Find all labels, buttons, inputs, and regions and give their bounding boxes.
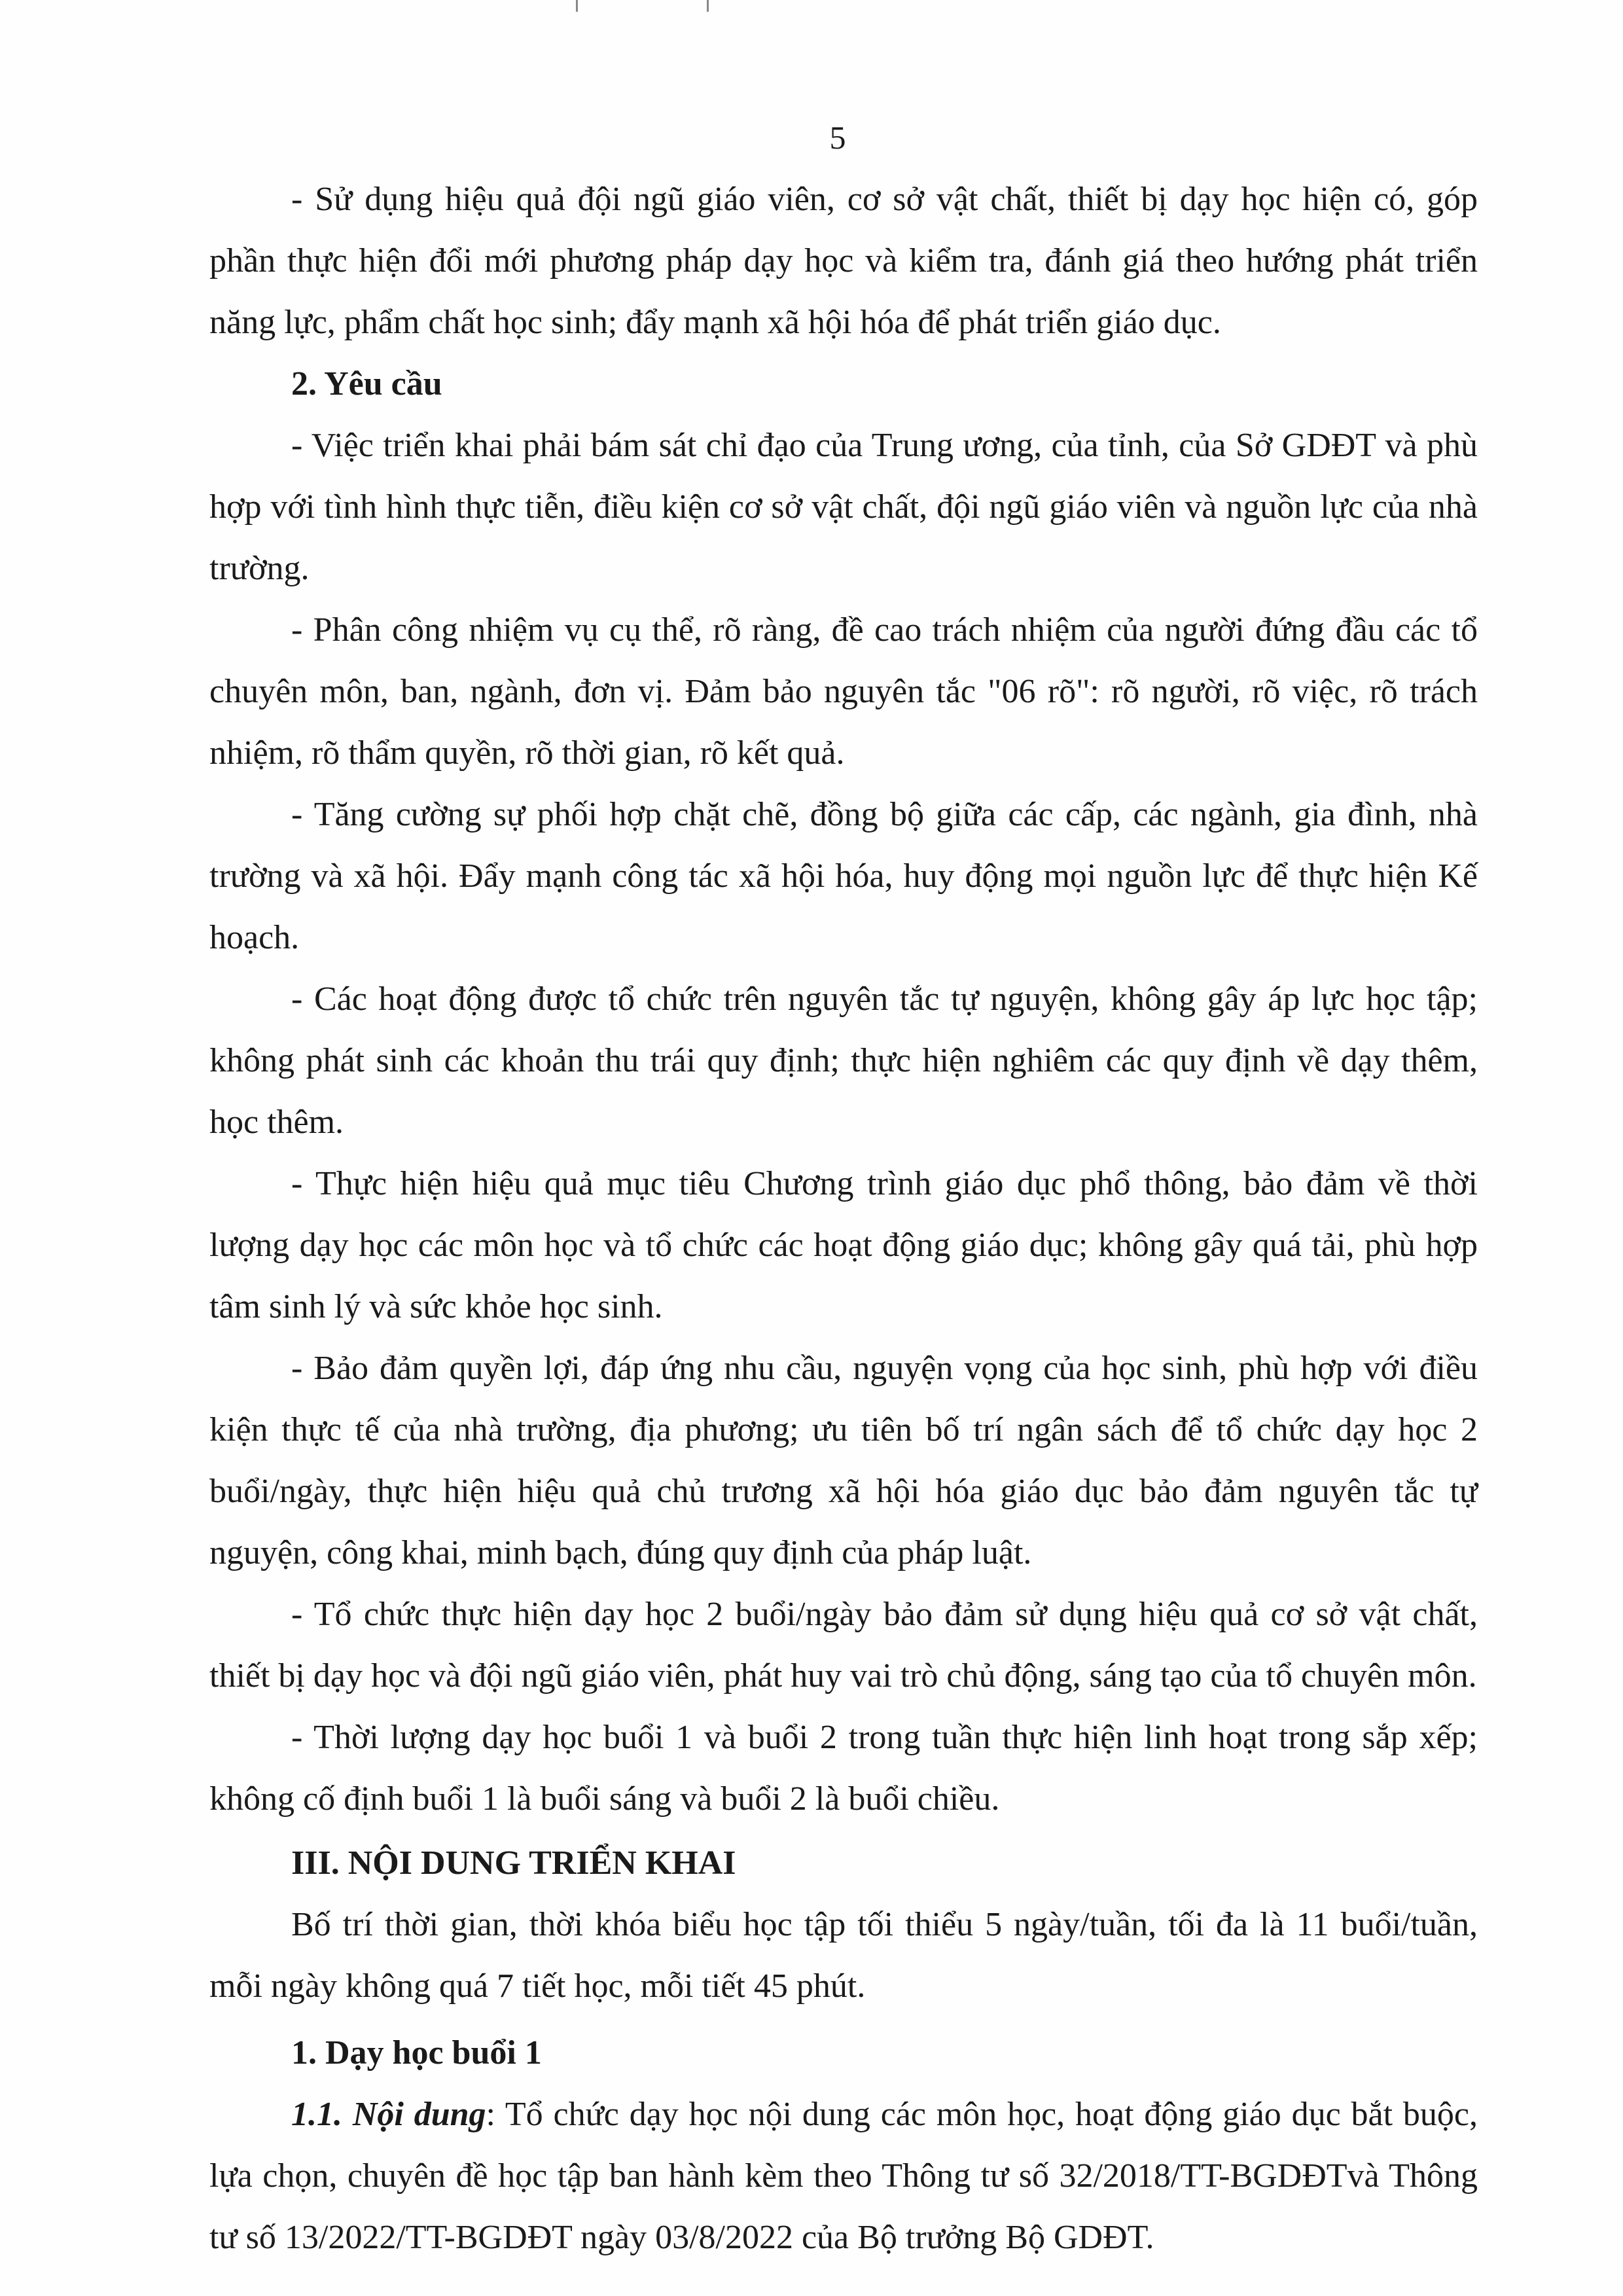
requirement-item: - Tăng cường sự phối hợp chặt chẽ, đồng bộ giữa các cấp, các ngành, gia đình, nhà trường và xã hội. Đẩy mạnh công tác xã hội hóa, huy động mọi nguồn lực để thực hiện Kế hoạch. [209, 796, 1478, 956]
requirement-item: - Các hoạt động được tổ chức trên nguyên tắc tự nguyện, không gây áp lực học tập; không phát sinh các khoản thu trái quy định; thực hiện nghiêm các quy định về dạy thêm, học thêm. [209, 980, 1478, 1141]
content-label: 1.1. Nội dung [291, 2096, 486, 2133]
requirement-item: - Việc triển khai phải bám sát chỉ đạo của Trung ương, của tỉnh, của Sở GDĐT và phù hợp với tình hình thực tiễn, điều kiện cơ sở vật chất, đội ngũ giáo viên và nguồn lực của nhà trường. [209, 427, 1478, 587]
section-heading-requirements: 2. Yêu cầu [291, 365, 442, 403]
subsection-content-paragraph [209, 2084, 1478, 2269]
requirement-item: - Phân công nhiệm vụ cụ thể, rõ ràng, đề cao trách nhiệm của người đứng đầu các tổ chuyên môn, ban, ngành, đơn vị. Đảm bảo nguyên tắc "06 rõ": rõ người, rõ việc, rõ trách nhiệm, rõ thẩm quyền, rõ thời gian, rõ kết quả. [209, 611, 1478, 772]
requirement-item: - Tổ chức thực hiện dạy học 2 buổi/ngày bảo đảm sử dụng hiệu quả cơ sở vật chất, thiết bị dạy học và đội ngũ giáo viên, phát huy vai trò chủ động, sáng tạo của tổ chuyên môn. [209, 1596, 1478, 1695]
section-heading-implementation: III. NỘI DUNG TRIỂN KHAI [291, 1844, 736, 1882]
page-number: 5 [829, 119, 846, 156]
scan-edge-marks [0, 0, 1623, 26]
content-text: : Tổ chức dạy học nội dung các môn học, hoạt động giáo dục bắt buộc, lựa chọn, chuyên đề học tập ban hành kèm theo Thông tư số 32/2018/TT-BGDĐTvà Thông tư số 13/2022/TT-BGDĐT ngày 03/8/2022 của Bộ trưởng Bộ GDĐT. [209, 2096, 1478, 2256]
scan-tick-mark [707, 0, 709, 12]
implementation-intro: Bố trí thời gian, thời khóa biểu học tập tối thiểu 5 ngày/tuần, tối đa là 11 buổi/tuần, mỗi ngày không quá 7 tiết học, mỗi tiết 45 phút. [209, 1906, 1478, 2005]
scan-tick-mark [576, 0, 578, 12]
subsection-heading-session-1: 1. Dạy học buổi 1 [291, 2034, 542, 2072]
paragraph: - Sử dụng hiệu quả đội ngũ giáo viên, cơ sở vật chất, thiết bị dạy học hiện có, góp phần thực hiện đổi mới phương pháp dạy học và kiểm tra, đánh giá theo hướng phát triển năng lực, phẩm chất học sinh; đẩy mạnh xã hội hóa để phát triển giáo dục. [209, 181, 1478, 341]
requirement-item: - Bảo đảm quyền lợi, đáp ứng nhu cầu, nguyện vọng của học sinh, phù hợp với điều kiện thực tế của nhà trường, địa phương; ưu tiên bố trí ngân sách để tổ chức dạy học 2 buổi/ngày, thực hiện hiệu quả chủ trương xã hội hóa giáo dục bảo đảm nguyên tắc tự nguyện, công khai, minh bạch, đúng quy định của pháp luật. [209, 1350, 1478, 1571]
requirement-item: - Thời lượng dạy học buổi 1 và buổi 2 trong tuần thực hiện linh hoạt trong sắp xếp; không cố định buổi 1 là buổi sáng và buổi 2 là buổi chiều. [209, 1719, 1478, 1818]
requirement-item: - Thực hiện hiệu quả mục tiêu Chương trình giáo dục phổ thông, bảo đảm về thời lượng dạy học các môn học và tổ chức các hoạt động giáo dục; không gây quá tải, phù hợp tâm sinh lý và sức khỏe học sinh. [209, 1165, 1478, 1325]
document-body [209, 169, 1478, 2269]
